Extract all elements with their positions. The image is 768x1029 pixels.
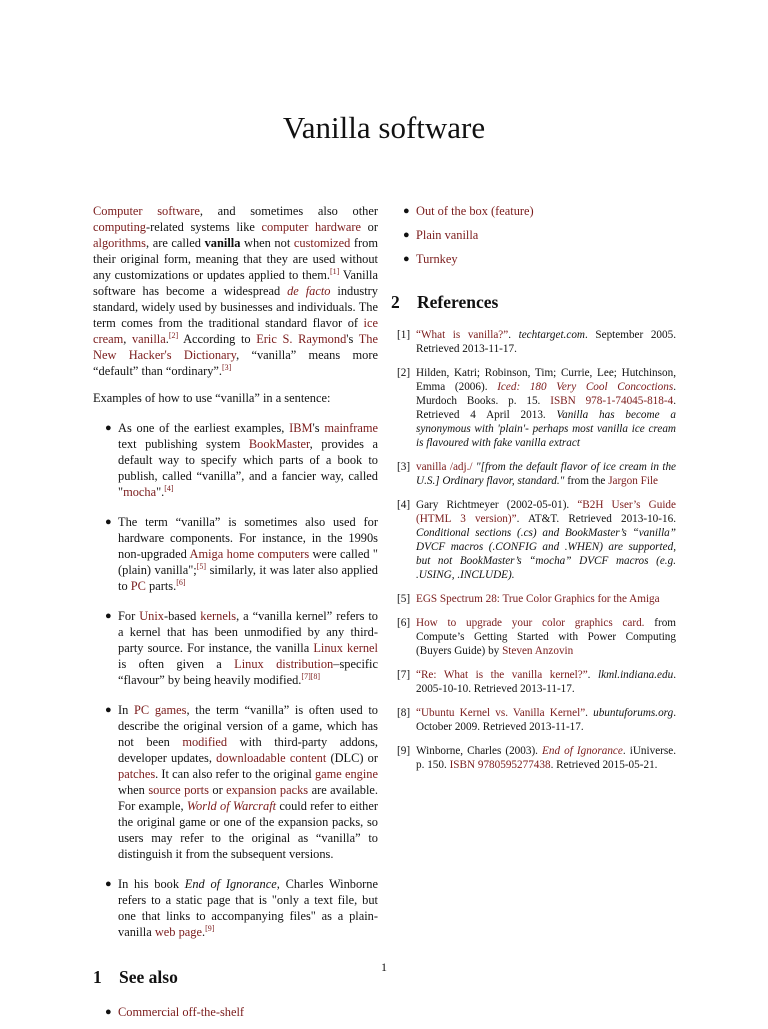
- wow-italic: World of Warcraft: [186, 799, 277, 813]
- text: 's: [346, 332, 359, 346]
- bullet-icon: ●: [105, 1006, 112, 1018]
- link-game-engine[interactable]: game engine: [314, 767, 378, 781]
- citation-5[interactable]: [5]: [196, 561, 207, 571]
- page-number: 1: [381, 960, 387, 974]
- text: is often given a: [118, 657, 235, 671]
- link-pc[interactable]: PC: [130, 579, 146, 593]
- link-out-of-the-box[interactable]: Out of the box (feature): [416, 204, 534, 218]
- ref-link[interactable]: “Ubuntu Kernel vs. Vanilla Kernel”: [416, 707, 586, 719]
- link-ice-cream[interactable]: ice cream: [93, 316, 378, 346]
- text: from Compute’s Getting Started with Power Computing (Buyers Guide) by: [416, 617, 676, 657]
- see-also-list: [93, 1004, 378, 1020]
- reference-number: [2]: [397, 367, 411, 379]
- ref-link[interactable]: How to upgrade your color graphics card.: [416, 617, 645, 629]
- text: were called "(plain) vanilla";: [118, 547, 378, 577]
- book-title: End of Ignorance: [184, 877, 277, 891]
- link-linux-distribution[interactable]: Linux distribution: [234, 657, 334, 671]
- example-item: [93, 702, 378, 862]
- bullet-icon: ●: [105, 878, 112, 890]
- link-amiga[interactable]: Amiga: [189, 547, 224, 561]
- link-commercial-off-the-shelf[interactable]: Commercial off-the-shelf: [118, 1005, 245, 1019]
- reference-number: [8]: [397, 707, 411, 719]
- term-vanilla: vanilla: [204, 236, 241, 250]
- text: , Charles Winborne refers to a static page that is "only a text file, but one that links to accompanying files" as a plain-vanilla: [118, 877, 379, 939]
- link-de-facto[interactable]: [287, 284, 330, 298]
- page-title: Vanilla software: [282, 110, 486, 145]
- text: from their original form, meaning that they are used without any customizations or updates applied to them.: [93, 236, 378, 282]
- text: . Murdoch Books. p. 15.: [416, 381, 677, 407]
- references-list: [391, 328, 676, 772]
- text: could refer to either the original game or one of the expansion packs, so users may refer to the original as “vanilla” to distinguish it from the subsequent versions.: [118, 799, 378, 861]
- example-item: [93, 608, 378, 688]
- ref-isbn-link[interactable]: ISBN 978-1-74045-818-4: [550, 395, 674, 407]
- bullet-icon: ●: [105, 704, 112, 716]
- text: –specific “flavour” by being heavily modified.: [118, 657, 378, 687]
- bullet-icon: ●: [105, 516, 112, 528]
- citation-4[interactable]: [4]: [164, 483, 174, 493]
- de-facto-italic: de facto: [287, 284, 331, 298]
- link-home-computers[interactable]: home computers: [226, 547, 310, 561]
- example-item: [93, 514, 378, 594]
- citation-2[interactable]: [2]: [168, 330, 179, 340]
- text: ,: [123, 332, 132, 346]
- text: when: [118, 783, 149, 797]
- section-title: References: [417, 292, 499, 312]
- reference-item: [391, 498, 676, 582]
- bullet-icon: ●: [403, 253, 410, 265]
- text: .: [508, 329, 519, 341]
- text: are available. For example,: [118, 783, 378, 813]
- text: , are called: [146, 236, 205, 250]
- text: .: [585, 707, 594, 719]
- text: Gary Richtmeyer (2002-05-01).: [416, 499, 578, 511]
- link-mainframe[interactable]: mainframe: [324, 421, 378, 435]
- link-computing[interactable]: computing: [93, 220, 146, 234]
- text: industry standard, widely used by businesses and individuals. The term comes from the traditional standard flavor of: [93, 284, 378, 330]
- ref-author-link[interactable]: Steven Anzovin: [502, 645, 574, 657]
- text: . Retrieved 2015-05-21.: [550, 759, 658, 771]
- left-column: [93, 203, 378, 1029]
- ref-quote: Vanilla has become a synonymous with 'plain'- perhaps most vanilla ice cream is flavoured with fake vanilla extract: [416, 409, 676, 449]
- ref-jargon-file-link[interactable]: Jargon File: [608, 475, 659, 487]
- ref-book-title: Iced: 180 Very Cool Concoctions: [497, 381, 674, 393]
- text: text publishing system: [118, 437, 249, 451]
- link-ibm[interactable]: IBM: [289, 421, 313, 435]
- text: parts.: [145, 579, 177, 593]
- text: The term “vanilla” is sometimes also used for hardware components. For instance, in the 1990s non-upgraded: [118, 515, 378, 561]
- link-mocha[interactable]: mocha: [123, 485, 157, 499]
- link-plain-vanilla[interactable]: Plain vanilla: [416, 228, 479, 242]
- text: According to: [178, 332, 257, 346]
- link-customized[interactable]: customized: [293, 236, 351, 250]
- reference-number: [9]: [397, 745, 411, 757]
- ref-link[interactable]: vanilla /adj./: [416, 461, 473, 473]
- text: As one of the earliest examples,: [118, 421, 290, 435]
- reference-item: [391, 328, 676, 356]
- reference-item: [391, 744, 676, 772]
- link-algorithms[interactable]: algorithms: [93, 236, 146, 250]
- text: (DLC) or: [326, 751, 378, 765]
- link-computer-software[interactable]: Computer software: [93, 204, 200, 218]
- bullet-icon: ●: [105, 422, 112, 434]
- link-web-page[interactable]: web page: [154, 925, 202, 939]
- text: . October 2009. Retrieved 2013-11-17.: [416, 707, 676, 733]
- text: , and sometimes also other: [199, 204, 378, 218]
- link-kernels[interactable]: kernels: [200, 609, 237, 623]
- see-also-item: [391, 227, 676, 243]
- reference-number: [5]: [397, 593, 411, 605]
- examples-list: [93, 420, 378, 940]
- link-expansion-packs[interactable]: expansion packs: [226, 783, 309, 797]
- ref-link[interactable]: “Re: What is the vanilla kernel?”: [416, 669, 588, 681]
- link-source-ports[interactable]: source ports: [148, 783, 209, 797]
- section-number: 2: [391, 292, 400, 312]
- see-also-item: [93, 1004, 378, 1020]
- text: with third-party addons, developer updates,: [118, 735, 378, 765]
- text: or: [208, 783, 227, 797]
- link-patches[interactable]: patches: [118, 767, 156, 781]
- link-downloadable-content[interactable]: downloadable content: [216, 751, 327, 765]
- link-computer-hardware[interactable]: computer hardware: [261, 220, 362, 234]
- reference-item: [391, 616, 676, 658]
- text: Winborne, Charles (2003).: [416, 745, 543, 757]
- link-eric-raymond[interactable]: Eric S. Raymond: [256, 332, 347, 346]
- ref-link[interactable]: EGS Spectrum 28: True Color Graphics for the Amiga: [416, 593, 660, 605]
- link-turnkey[interactable]: Turnkey: [416, 252, 458, 266]
- link-linux-kernel[interactable]: Linux kernel: [313, 641, 378, 655]
- text: . It can also refer to the original: [155, 767, 315, 781]
- text: . AT&T. Retrieved 2013-10-16.: [516, 513, 676, 525]
- reference-number: [3]: [397, 461, 411, 473]
- link-unix[interactable]: Unix: [139, 609, 164, 623]
- ref-book-link[interactable]: [542, 745, 623, 757]
- link-new-hackers-dictionary[interactable]: The New Hacker's Dictionary: [93, 332, 378, 362]
- ref-quote: Conditional sections (.cs) and BookMaster’s “vanilla” DVCF macros (.CONFIG and .WHEN) are supported, but not BookMaster’s “mocha” DVCF macros (e.g. .USING, .INCLUDE).: [416, 527, 676, 581]
- reference-item: [391, 706, 676, 734]
- see-also-item: [391, 251, 676, 267]
- citation-7[interactable]: [7]: [301, 671, 311, 681]
- reference-number: [6]: [397, 617, 411, 629]
- examples-intro: Examples of how to use “vanilla” in a sentence:: [93, 391, 331, 405]
- citation-3[interactable]: [3]: [222, 362, 232, 372]
- text: -related systems like: [146, 220, 262, 234]
- right-column: [391, 203, 676, 782]
- text: , a “vanilla kernel” refers to a kernel that has been unmodified by any third-party source. For instance, the vanilla: [118, 609, 379, 655]
- text: . iUniverse. p. 150.: [416, 745, 676, 771]
- text: . September 2005. Retrieved 2013-11-17.: [416, 329, 676, 355]
- ref-book-title: End of Ignorance: [542, 745, 623, 757]
- link-vanilla[interactable]: vanilla: [131, 332, 166, 346]
- text: -based: [163, 609, 201, 623]
- link-pc-games[interactable]: PC games: [134, 703, 187, 717]
- bullet-icon: ●: [403, 205, 410, 217]
- reference-item: [391, 366, 676, 450]
- see-also-item: [391, 203, 676, 219]
- bullet-icon: ●: [403, 229, 410, 241]
- references-heading: [391, 291, 676, 313]
- link-bookmaster[interactable]: BookMaster: [248, 437, 310, 451]
- example-item: [93, 420, 378, 500]
- text: Vanilla software has become a widespread: [93, 268, 378, 298]
- ref-link[interactable]: “B2H User’s Guide (HTML 3 version)”: [416, 499, 676, 525]
- bullet-icon: ●: [105, 610, 112, 622]
- citation-6[interactable]: [6]: [176, 577, 186, 587]
- see-also-list-continued: [391, 203, 676, 267]
- text: In: [118, 703, 135, 717]
- ref-publisher: techtarget.com: [518, 329, 585, 341]
- citation-8[interactable]: [8]: [310, 671, 321, 681]
- text: ".: [156, 485, 165, 499]
- text: similarly, it was later also applied to: [118, 563, 378, 593]
- link-world-of-warcraft[interactable]: [187, 799, 276, 813]
- text: , provides a default way to specify which parts of a book to publish, called “vanilla”, and a fancier way, called ": [118, 437, 378, 499]
- ref-publisher: lkml.indiana.edu: [598, 669, 674, 681]
- ref-link[interactable]: “What is vanilla?”: [416, 329, 509, 341]
- reference-number: [7]: [397, 669, 411, 681]
- text: 's: [312, 421, 325, 435]
- reference-number: [1]: [397, 329, 411, 341]
- ref-book-link[interactable]: [497, 381, 673, 393]
- text: , the term “vanilla” is often used to describe the original version of a game, which has not been: [118, 703, 379, 749]
- citation-9[interactable]: [9]: [205, 923, 215, 933]
- text: , “vanilla” means more “default” than “ordinary”.: [93, 348, 378, 378]
- text: from the: [564, 475, 609, 487]
- link-modified[interactable]: modified: [182, 735, 228, 749]
- reference-item: [391, 592, 676, 606]
- text: Hilden, Katri; Robinson, Tim; Currie, Lee; Hutchinson, Emma (2006).: [416, 367, 676, 393]
- text: or: [361, 220, 378, 234]
- text: . 2005-10-10. Retrieved 2013-11-17.: [416, 669, 677, 695]
- text: In his book: [118, 877, 185, 891]
- text: .: [165, 332, 169, 346]
- text: . Retrieved 4 April 2013.: [416, 395, 676, 421]
- ref-quote: "[from the default flavor of ice cream in the U.S.] Ordinary flavor, standard.": [416, 461, 677, 487]
- reference-item: [391, 460, 676, 488]
- intro-paragraph: [93, 203, 378, 379]
- text: when not: [240, 236, 294, 250]
- ref-publisher: ubuntuforums.org: [593, 707, 674, 719]
- citation-1[interactable]: [1]: [330, 266, 340, 276]
- section-title: See also: [119, 967, 178, 987]
- section-number: 1: [93, 967, 102, 987]
- text: .: [587, 669, 599, 681]
- ref-isbn-link[interactable]: ISBN 9780595277438: [449, 759, 551, 771]
- reference-item: [391, 668, 676, 696]
- text: .: [201, 925, 206, 939]
- example-item: [93, 876, 378, 940]
- reference-number: [4]: [397, 499, 411, 511]
- text: For: [118, 609, 140, 623]
